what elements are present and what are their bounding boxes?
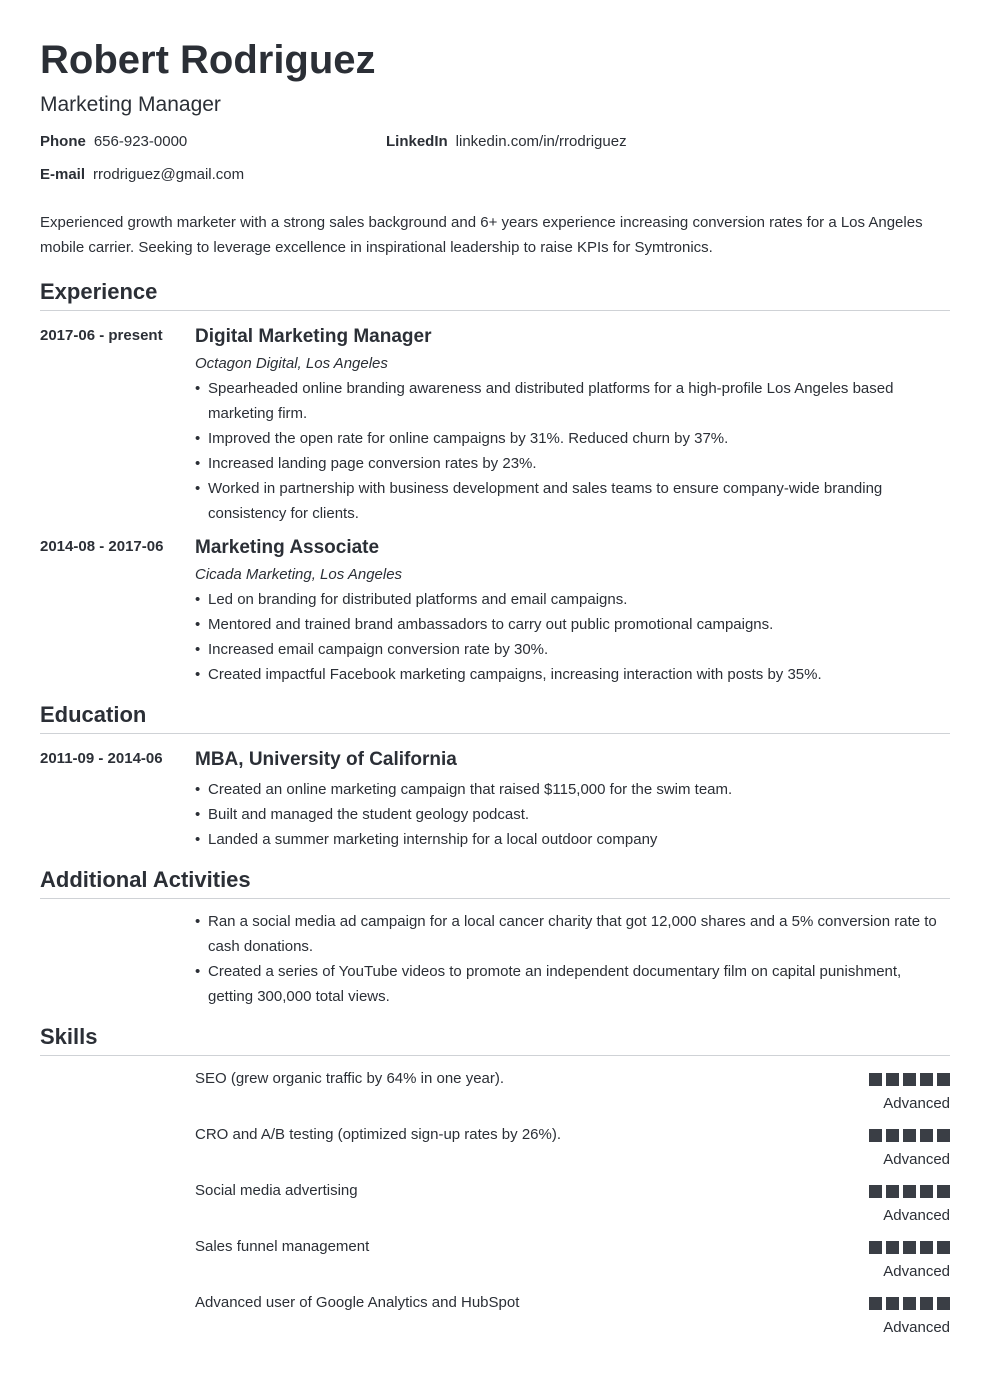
skill-item: [40, 1236, 950, 1292]
skill-level: Advanced: [883, 1095, 950, 1112]
bullet-item: • Mentored and trained brand ambassadors to carry out public promotional campaigns.: [195, 612, 950, 637]
bullet-item: • Landed a summer marketing internship for a local outdoor company: [195, 827, 950, 852]
bullet-item: • Led on branding for distributed platforms and email campaigns.: [195, 587, 950, 612]
contact-phone: [40, 132, 187, 152]
rating-square-filled: [886, 1297, 899, 1310]
skills-list: [40, 1068, 950, 1348]
entry-role: Digital Marketing Manager: [195, 326, 432, 347]
skill-name: CRO and A/B testing (optimized sign-up rates by 26%).: [195, 1126, 562, 1143]
email-value: rrodriguez@gmail.com: [93, 166, 245, 183]
education-entry: [40, 748, 950, 852]
bullet-item: • Created a series of YouTube videos to promote an independent documentary film on capital punishment, getting 300,000 total views.: [195, 959, 950, 1009]
candidate-name: Robert Rodriguez: [40, 38, 376, 82]
rating-square-filled: [886, 1185, 899, 1198]
contact-linkedin: [386, 132, 627, 152]
linkedin-label: LinkedIn: [386, 133, 448, 150]
rating-square-filled: [886, 1129, 899, 1142]
skill-rating: [869, 1241, 950, 1254]
bullet-item: • Increased landing page conversion rates by 23%.: [195, 451, 950, 476]
skill-name: Sales funnel management: [195, 1238, 370, 1255]
rating-square-filled: [920, 1297, 933, 1310]
activities-entry: [40, 909, 950, 1009]
rating-square-filled: [869, 1073, 882, 1086]
skill-item: [40, 1292, 950, 1348]
phone-value: 656-923-0000: [93, 133, 188, 150]
rating-square-filled: [920, 1073, 933, 1086]
skill-rating: [869, 1185, 950, 1198]
rating-square-filled: [869, 1129, 882, 1142]
contact-email: [40, 165, 244, 185]
rating-square-filled: [869, 1297, 882, 1310]
rating-square-filled: [920, 1129, 933, 1142]
bullet-item: • Ran a social media ad campaign for a local cancer charity that got 12,000 shares and a 5% conversion rate to cash donations.: [195, 909, 950, 959]
skill-level: Advanced: [883, 1207, 950, 1224]
skill-name: Social media advertising: [195, 1182, 358, 1199]
linkedin-value: linkedin.com/in/rrodriguez: [455, 133, 627, 150]
bullet-item: • Worked in partnership with business development and sales teams to ensure company-wide branding consistency for clients.: [195, 476, 950, 526]
summary: Experienced growth marketer with a strong sales background and 6+ years experience increasing conversion rates for a Los Angeles mobile carrier. Seeking to leverage excellence in inspirational leadership to raise KPIs for Symtronics.: [40, 214, 923, 256]
experience-entry: [40, 325, 950, 526]
bullet-item: • Spearheaded online branding awareness and distributed platforms for a high-profile Los Angeles based marketing firm.: [195, 376, 950, 426]
email-label: E-mail: [40, 166, 86, 183]
rating-square-filled: [903, 1297, 916, 1310]
rating-square-filled: [937, 1297, 950, 1310]
bullet-item: • Improved the open rate for online campaigns by 31%. Reduced churn by 37%.: [195, 426, 950, 451]
bullet-item: • Created impactful Facebook marketing campaigns, increasing interaction with posts by 35%.: [195, 662, 950, 687]
rating-square-filled: [937, 1129, 950, 1142]
skill-rating: [869, 1073, 950, 1086]
candidate-title: Marketing Manager: [40, 93, 221, 116]
rating-square-filled: [937, 1185, 950, 1198]
education-heading: Education: [40, 701, 950, 734]
skill-item: [40, 1180, 950, 1236]
rating-square-filled: [903, 1073, 916, 1086]
rating-square-filled: [937, 1241, 950, 1254]
entry-role: MBA, University of California: [195, 749, 457, 770]
skill-rating: [869, 1297, 950, 1310]
skill-name: Advanced user of Google Analytics and HubSpot: [195, 1294, 520, 1311]
bullet-item: • Created an online marketing campaign that raised $115,000 for the swim team.: [195, 777, 950, 802]
activities-heading: Additional Activities: [40, 866, 950, 899]
rating-square-filled: [869, 1185, 882, 1198]
bullet-item: • Increased email campaign conversion rate by 30%.: [195, 637, 950, 662]
rating-square-filled: [903, 1129, 916, 1142]
experience-heading: Experience: [40, 278, 950, 311]
skill-name: SEO (grew organic traffic by 64% in one year).: [195, 1070, 505, 1087]
skill-level: Advanced: [883, 1319, 950, 1336]
entry-bullets: [195, 777, 950, 852]
entry-org: Octagon Digital, Los Angeles: [195, 355, 388, 372]
entry-bullets: [195, 587, 950, 687]
contact-info: [40, 132, 950, 212]
rating-square-filled: [903, 1241, 916, 1254]
rating-square-filled: [886, 1073, 899, 1086]
rating-square-filled: [903, 1185, 916, 1198]
rating-square-filled: [920, 1241, 933, 1254]
skills-heading: Skills: [40, 1023, 950, 1056]
experience-entry: [40, 536, 950, 687]
rating-square-filled: [920, 1185, 933, 1198]
rating-square-filled: [937, 1073, 950, 1086]
entry-role: Marketing Associate: [195, 537, 380, 558]
phone-label: Phone: [40, 133, 86, 150]
rating-square-filled: [869, 1241, 882, 1254]
resume-page: [40, 36, 950, 1348]
skill-rating: [869, 1129, 950, 1142]
entry-date: 2017-06 - present: [40, 327, 163, 344]
rating-square-filled: [886, 1241, 899, 1254]
skill-level: Advanced: [883, 1151, 950, 1168]
skill-item: [40, 1068, 950, 1124]
bullet-item: • Built and managed the student geology podcast.: [195, 802, 950, 827]
entry-date: 2011-09 - 2014-06: [40, 750, 163, 767]
entry-bullets: [195, 376, 950, 526]
skill-level: Advanced: [883, 1263, 950, 1280]
entry-org: Cicada Marketing, Los Angeles: [195, 566, 403, 583]
entry-date: 2014-08 - 2017-06: [40, 538, 164, 555]
activities-bullets: [195, 909, 950, 1009]
skill-item: [40, 1124, 950, 1180]
